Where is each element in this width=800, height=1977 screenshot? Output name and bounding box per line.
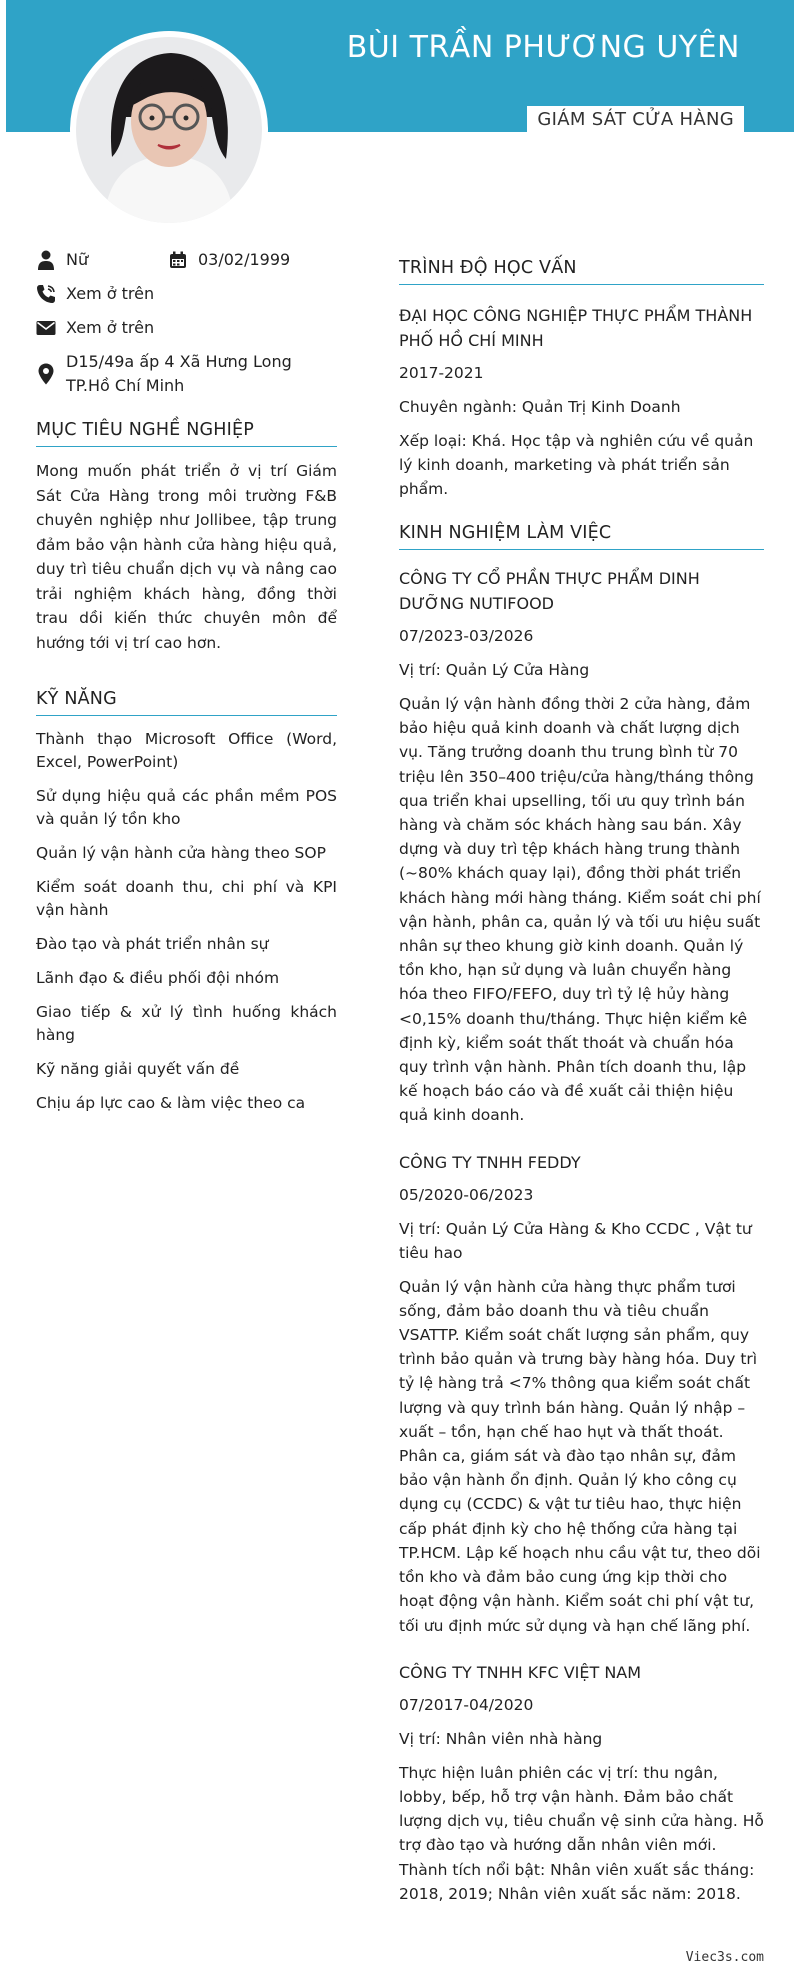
location-pin-icon	[36, 350, 56, 398]
job-period: 07/2017-04/2020	[399, 1695, 534, 1714]
person-icon	[36, 248, 56, 272]
job-company: CÔNG TY TNHH FEDDY	[399, 1152, 581, 1172]
skill-item: Lãnh đạo & điều phối đội nhóm	[36, 969, 280, 987]
skills-list	[36, 728, 337, 1115]
right-column	[399, 258, 764, 1928]
education-heading: TRÌNH ĐỘ HỌC VẤN	[399, 258, 764, 285]
job-company: CÔNG TY CỔ PHẦN THỰC PHẨM DINH DƯỠNG NUTIFOOD	[399, 569, 700, 613]
watermark: Viec3s.com	[685, 1950, 764, 1965]
phone-icon	[36, 282, 56, 306]
phone-row	[36, 282, 337, 306]
school-name: ĐẠI HỌC CÔNG NGHIỆP THỰC PHẨM THÀNH PHỐ HỒ CHÍ MINH	[399, 306, 753, 350]
skill-item: Kiểm soát doanh thu, chi phí và KPI vận hành	[36, 878, 337, 919]
email-value: Xem ở trên	[66, 318, 155, 337]
job-position: Vị trí: Quản Lý Cửa Hàng & Kho CCDC , Vật tư tiêu hao	[399, 1219, 752, 1262]
skill-item: Quản lý vận hành cửa hàng theo SOP	[36, 844, 326, 862]
objective-text: Mong muốn phát triển ở vị trí Giám Sát Cửa Hàng trong môi trường F&B chuyên nghiệp như Jollibee, tập trung đảm bảo vận hành cửa hàng hiệu quả, duy trì tiêu chuẩn dịch vụ và nâng cao trải nghiệm khách hàng, đồng thời trau dồi kiến thức chuyên môn để hướng tới vị trí cao hơn.	[36, 462, 337, 652]
job-company: CÔNG TY TNHH KFC VIỆT NAM	[399, 1662, 642, 1682]
skill-item: Thành thạo Microsoft Office (Word, Excel, PowerPoint)	[36, 730, 337, 771]
job-entry	[399, 1660, 764, 1906]
experience-heading: KINH NGHIỆM LÀM VIỆC	[399, 523, 764, 550]
envelope-icon	[36, 316, 56, 340]
birthday-value: 03/02/1999	[198, 250, 291, 269]
job-description: Quản lý vận hành đồng thời 2 cửa hàng, đảm bảo hiệu quả kinh doanh và chất lượng dịch vụ. Tăng trưởng doanh thu trung bình từ 70 triệu lên 350–400 triệu/cửa hàng/tháng thông qua triển khai upselling, tối ưu quy trình bán hàng và chăm sóc khách hàng sau bán. Xây dựng và duy trì tệp khách hàng trung thành (~80% khách quay lại), đồng thời phát triển khách hàng mới hàng tháng. Kiểm soát chi phí vận hành, phân ca, quản lý và tối ưu hiệu suất nhân sự theo khung giờ kinh doanh. Quản lý tồn kho, hạn sử dụng và luân chuyển hàng hóa theo FIFO/FEFO, duy trì tỷ lệ hủy hàng <0,15% doanh thu/tháng. Thực hiện kiểm kê định kỳ, kiểm soát thất thoát và chuẩn hóa quy trình vận hành. Phân tích doanh thu, lập kế hoạch báo cáo và đề xuất cải thiện hiệu quả kinh doanh.	[399, 695, 761, 1125]
avatar	[70, 31, 268, 229]
skill-item: Sử dụng hiệu quả các phần mềm POS và quản lý tồn kho	[36, 787, 337, 828]
job-description: Quản lý vận hành cửa hàng thực phẩm tươi sống, đảm bảo doanh thu và tiêu chuẩn VSATTP. Kiểm soát chất lượng sản phẩm, quy trình bảo quản và trưng bày hàng hóa. Duy trì tỷ lệ hàng trả <7% thông qua kiểm soát chất lượng và quy trình bán hàng. Quản lý nhập – xuất – tồn, hạn chế hao hụt và thất thoát. Phân ca, giám sát và đào tạo nhân sự, đảm bảo vận hành ổn định. Quản lý kho công cụ dụng cụ (CCDC) & vật tư tiêu hao, thực hiện cấp phát định kỳ cho hệ thống cửa hàng tại TP.HCM. Lập kế hoạch nhu cầu vật tư, theo dõi tồn kho và đảm bảo cung ứng kịp thời cho hoạt động vận hành. Kiểm soát chi phí vật tư, tối ưu định mức sử dụng và hạn chế lãng phí.	[399, 1277, 761, 1635]
candidate-name: BÙI TRẦN PHƯƠNG UYÊN	[346, 30, 740, 65]
job-description: Thực hiện luân phiên các vị trí: thu ngân, lobby, bếp, hỗ trợ vận hành. Đảm bảo chất lượng dịch vụ, tiêu chuẩn vệ sinh cửa hàng. Hỗ trợ đào tạo và hướng dẫn nhân viên mới. Thành tích nổi bật: Nhân viên xuất sắc tháng: 2018, 2019; Nhân viên xuất sắc năm: 2018.	[399, 1763, 764, 1903]
profile-photo	[76, 37, 262, 223]
job-position: Vị trí: Nhân viên nhà hàng	[399, 1729, 603, 1748]
skill-item: Giao tiếp & xử lý tình huống khách hàng	[36, 1003, 337, 1044]
job-period: 07/2023-03/2026	[399, 627, 534, 645]
phone-value: Xem ở trên	[66, 284, 155, 303]
education-period: 2017-2021	[399, 364, 484, 382]
address-row	[36, 350, 337, 398]
education-major: Chuyên ngành: Quản Trị Kinh Doanh	[399, 398, 681, 416]
skills-heading: KỸ NĂNG	[36, 689, 337, 716]
calendar-icon	[168, 248, 188, 272]
skill-item: Kỹ năng giải quyết vấn đề	[36, 1060, 240, 1078]
job-period: 05/2020-06/2023	[399, 1185, 534, 1204]
skill-item: Chịu áp lực cao & làm việc theo ca	[36, 1094, 306, 1112]
left-column	[36, 248, 337, 1126]
address-value: D15/49a ấp 4 Xã Hưng Long TP.Hồ Chí Minh	[66, 352, 292, 395]
gender-value: Nữ	[66, 250, 89, 269]
skill-item: Đào tạo và phát triển nhân sự	[36, 935, 269, 953]
job-position: Vị trí: Quản Lý Cửa Hàng	[399, 661, 590, 679]
job-entry	[399, 1150, 764, 1638]
objective-heading: MỤC TIÊU NGHỀ NGHIỆP	[36, 420, 337, 447]
gender-birthday-row	[36, 248, 337, 282]
birthday-row	[168, 248, 318, 272]
email-row	[36, 316, 337, 340]
job-title: GIÁM SÁT CỬA HÀNG	[527, 106, 744, 133]
gender-row	[36, 248, 156, 272]
job-entry	[399, 566, 764, 1128]
education-grade: Xếp loại: Khá. Học tập và nghiên cứu về quản lý kinh doanh, marketing và phát triển sản phẩm.	[399, 432, 754, 498]
